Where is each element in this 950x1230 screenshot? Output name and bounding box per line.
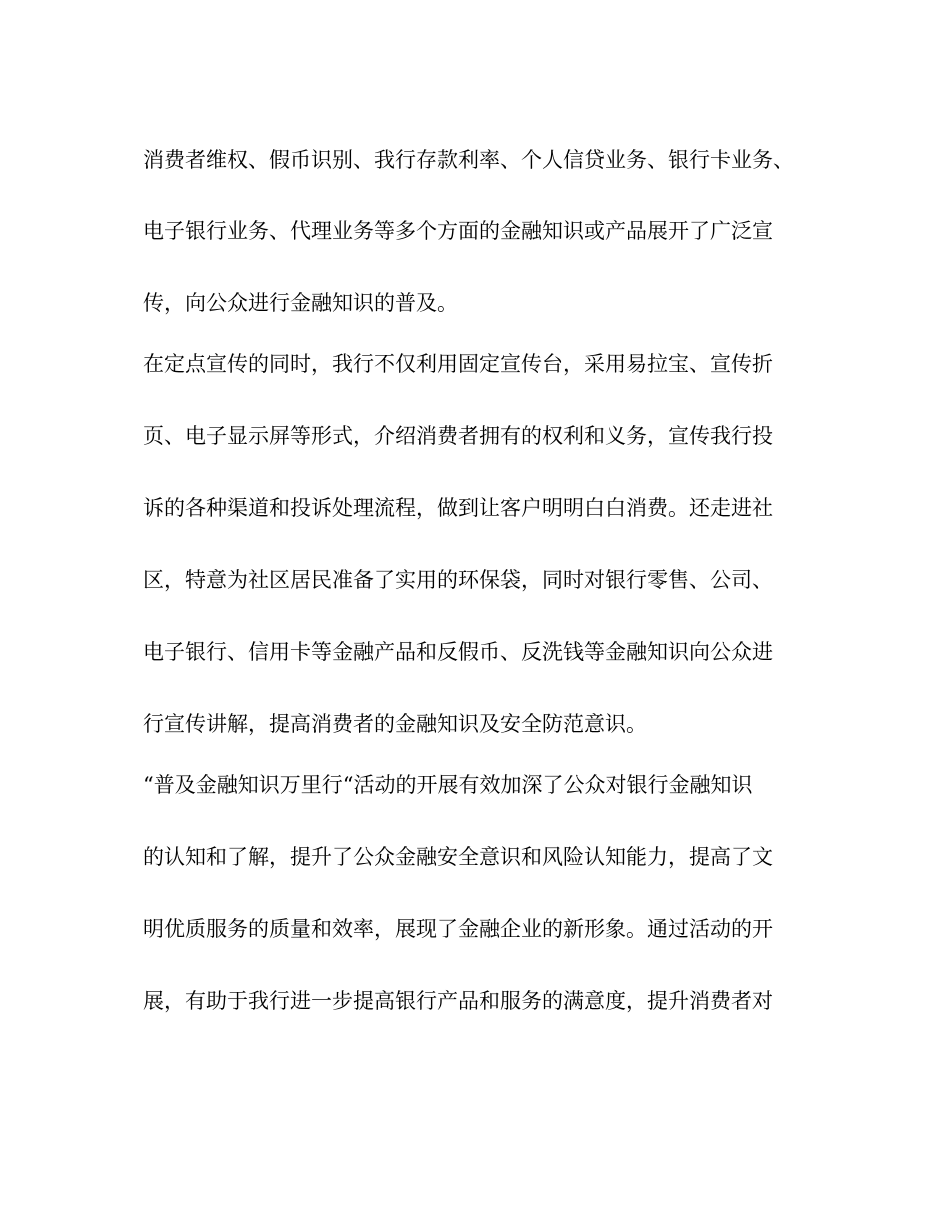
paragraph-2-line-6: 行宣传讲解，提高消费者的金融知识及安全防范意识。 — [143, 712, 647, 736]
paragraph-2-line-4: 区，特意为社区居民准备了实用的环保袋，同时对银行零售、公司、 — [143, 568, 773, 592]
paragraph-1-line-2: 电子银行业务、代理业务等多个方面的金融知识或产品展开了广泛宣 — [143, 219, 773, 243]
paragraph-1-line-3: 传，向公众进行金融知识的普及。 — [143, 291, 458, 315]
paragraph-3-line-2: 的认知和了解，提升了公众金融安全意识和风险认知能力，提高了文 — [143, 845, 773, 869]
paragraph-3-line-3: 明优质服务的质量和效率，展现了金融企业的新形象。通过活动的开 — [143, 917, 773, 941]
paragraph-2-line-5: 电子银行、信用卡等金融产品和反假币、反洗钱等金融知识向公众进 — [143, 640, 773, 664]
paragraph-2-line-1: 在定点宣传的同时，我行不仅利用固定宣传台，采用易拉宝、宣传折 — [143, 352, 773, 376]
paragraph-2-line-2: 页、电子显示屏等形式，介绍消费者拥有的权利和义务，宣传我行投 — [143, 424, 773, 448]
paragraph-3-line-1: “普及金融知识万里行“活动的开展有效加深了公众对银行金融知识 — [143, 773, 753, 797]
paragraph-3-line-4: 展，有助于我行进一步提高银行产品和服务的满意度，提升消费者对 — [143, 989, 773, 1013]
paragraph-1-line-1: 消费者维权、假币识别、我行存款利率、个人信贷业务、银行卡业务、 — [143, 148, 794, 172]
paragraph-2-line-3: 诉的各种渠道和投诉处理流程，做到让客户明明白白消费。还走进社 — [143, 496, 773, 520]
